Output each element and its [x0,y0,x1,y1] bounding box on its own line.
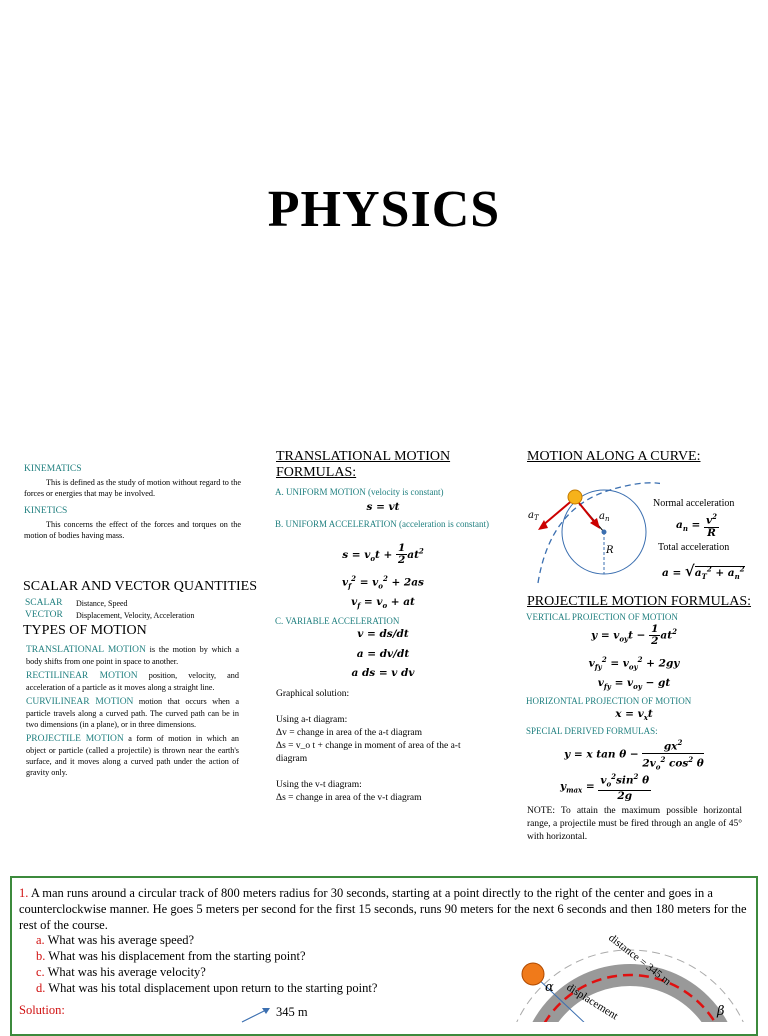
vector-label: VECTOR [25,610,63,620]
vertical-projection-label: VERTICAL PROJECTION OF MOTION [526,612,678,622]
formula-total-acceleration: $a = √a_T^2 + a_n^2$ [662,562,745,582]
projectile-formulas-heading: PROJECTILE MOTION FORMULAS: [527,594,752,609]
formula-x-horizontal: $x = v_xt$ [615,708,653,723]
formula-vf: $v_f = v_o$ + at [351,596,415,611]
label-at: $a_T$ [528,510,539,522]
formula-ymax: $y_{max}$ = $\frac{v_o^2\sin^2 \theta}{2g}$ [560,772,650,802]
center-point [602,530,607,535]
question-c: c. What was his average velocity? [36,965,206,979]
note-text: NOTE: To attain the maximum possible horizontal range, a projectile must be fired through an angle of 45° with horizontal. [527,806,742,842]
page-title: PHYSICS [267,181,501,238]
graphical-solution-block: Graphical solution: Using a-t diagram: Δv = change in area of the a-t diagram Δs = v_o t + change in moment of area of the a-t diagram Using the v-t diagram: Δs = change in area of the v-t diagram [276,689,461,803]
question-b: b. What was his displacement from the starting point? [36,949,306,963]
distance-345-label: 345 m [276,1005,308,1019]
normal-acceleration-label: Normal acceleration [653,498,735,509]
formula-displacement: $s = v_ot$ + $\frac{1}{2}$ $at^2$ [342,542,424,566]
special-formulas-label: SPECIAL DERIVED FORMULAS: [526,726,658,736]
solution-label: Solution: [19,1003,65,1017]
rectilinear-motion-item: RECTILINEAR MOTION position, velocity, and acceleration of a particle as it moves along a straight line. [26,671,239,692]
beta-label: β [717,1004,725,1019]
formula-y-vertical: $y = v_{oy}t$ − $\frac{1}{2}$ $at^2$ [591,623,677,647]
formula-a-dv-dt: a = dv/dt [356,648,410,660]
vector-value: Displacement, Velocity, Acceleration [76,611,195,620]
curve-motion-diagram [520,468,660,588]
distance-arc-label: distance = 345 m [606,931,674,988]
kinetics-heading: KINETICS [24,506,68,516]
curved-path [538,483,660,583]
motion-types-list [26,644,239,778]
formula-vfy-squared: $v_{fy}^2 = v_{oy}^2 + 2gy$ [588,655,680,672]
scalar-value: Distance, Speed [76,599,128,608]
displacement-label: displacement [564,981,620,1022]
arrow-345-pointer [240,1002,280,1024]
horizontal-projection-label: HORIZONTAL PROJECTION OF MOTION [526,696,692,706]
scalar-label: SCALAR [25,598,63,608]
uniform-motion-label: A. UNIFORM MOTION (velocity is constant) [275,487,444,497]
formula-v-ds-dt: v = ds/dt [357,628,409,640]
runner-marker [522,963,544,985]
particle [568,490,582,504]
variable-acceleration-label: C. VARIABLE ACCELERATION [275,616,400,626]
curvilinear-motion-item: CURVILINEAR MOTION motion that occurs when a particle travels along a curved path. The curved path can be in two dimensions (in a plane), or in three dimensions. [26,697,240,729]
column-left [24,464,241,541]
formula-vf-squared: $v_f^2 = v_o^2 + 2as$ [342,574,424,591]
label-an: $a_n$ [599,511,610,523]
track-figure-clip [490,925,750,1022]
formula-trajectory: y = x tan θ − $\frac{gx^2}{2v_o^2 \cos^2 \theta}$ [564,738,704,772]
label-r: R [606,545,614,556]
problem-statement: 1. A man runs around a circular track of 800 meters radius for 30 seconds, starting at a point directly to the right of the center and goes in a counterclockwise manner. He goes 5 meters per second for the first 15 seconds, runs 90 meters for the next 6 seconds and then 180 meters for the rest of the course. [19,886,747,932]
total-acceleration-label: Total acceleration [658,542,730,553]
question-a: a. What was his average speed? [36,933,195,947]
gray-track [530,975,730,1022]
formula-s-vt: s = vt [366,501,400,513]
alpha-label: α [545,980,554,995]
projectile-motion-item: PROJECTILE MOTION a form of motion in which an object or particle (called a projectile) is thrown near the earth's surface, and it moves along a curved path under the action of gravity only. [26,734,239,777]
formula-a-ds-v-dv: a ds = v dv [351,667,415,679]
track-figure [490,925,750,1022]
types-of-motion-heading: TYPES OF MOTION [23,623,147,638]
uniform-acceleration-label: B. UNIFORM ACCELERATION (acceleration is constant) [275,519,489,529]
kinetics-text: This concerns the effect of the forces and torques on the motion of bodies having mass. [24,520,241,540]
motion-along-curve-heading: MOTION ALONG A CURVE: [527,449,701,464]
formula-normal-acceleration: $a_n$ = $\frac{v^2}{R}$ [676,512,717,539]
problem-questions [36,932,476,996]
question-d: d. What was his total displacement upon return to the starting point? [36,981,378,995]
translational-motion-item: TRANSLATIONAL MOTION is the motion by which a body shifts from one point in space to another. [26,645,240,666]
kinematics-text: This is defined as the study of motion without regard to the forces or energies that may be involved. [24,478,241,498]
formula-vfy: $v_{fy} = v_{oy}$ − gt [597,677,671,692]
scalar-vector-heading: SCALAR AND VECTOR QUANTITIES [23,579,257,594]
kinematics-heading: KINEMATICS [24,464,82,474]
translational-formulas-heading: TRANSLATIONAL MOTION FORMULAS: [276,449,451,480]
